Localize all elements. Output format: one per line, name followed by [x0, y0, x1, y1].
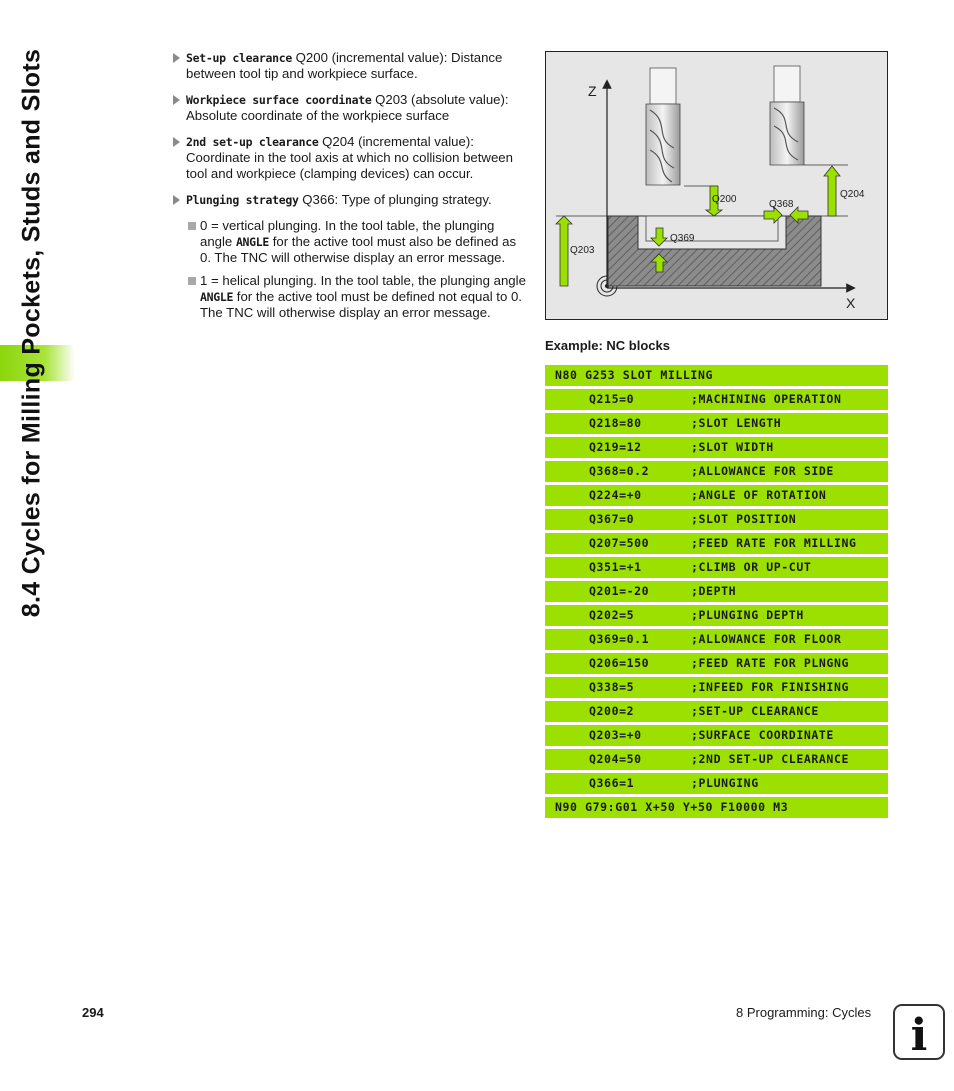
example-title: Example: NC blocks: [545, 338, 670, 353]
nc-row-first: N80 G253 SLOT MILLING: [545, 365, 888, 386]
info-glyph: [895, 1006, 943, 1058]
nc-row: Q218=80 ;SLOT LENGTH: [545, 413, 888, 434]
axis-x-label: X: [846, 295, 856, 311]
nc-block-list: [545, 365, 888, 821]
slot-milling-figure: [545, 51, 888, 320]
figure-drawing: [546, 52, 887, 319]
nc-row: Q204=50 ;2ND SET-UP CLEARANCE: [545, 749, 888, 770]
triangle-bullet-icon: [173, 53, 180, 63]
label-q204: Q204: [840, 189, 865, 200]
sub-bullet-helical: 1 = helical plunging. In the tool table, the plunging angle ANGLE for the active tool must be defined not equal to 0. The TNC will otherwise display an error message.: [173, 273, 528, 321]
nc-row: Q224=+0 ;ANGLE OF ROTATION: [545, 485, 888, 506]
nc-row: Q367=0 ;SLOT POSITION: [545, 509, 888, 530]
label-q369: Q369: [670, 233, 695, 244]
milling-tool-icon: [646, 68, 680, 185]
bullet-2nd-setup-clearance: 2nd set-up clearance Q204 (incremental value): Coordinate in the tool axis at which no collision between tool and workpiece (clamping devices) can occur.: [173, 134, 528, 182]
bullet-workpiece-surface: Workpiece surface coordinate Q203 (absolute value): Absolute coordinate of the workpiece surface: [173, 92, 528, 124]
nc-row: Q369=0.1 ;ALLOWANCE FOR FLOOR: [545, 629, 888, 650]
nc-row: Q202=5 ;PLUNGING DEPTH: [545, 605, 888, 626]
nc-row: Q366=1 ;PLUNGING: [545, 773, 888, 794]
triangle-bullet-icon: [173, 195, 180, 205]
triangle-bullet-icon: [173, 95, 180, 105]
footer-chapter: 8 Programming: Cycles: [736, 1005, 872, 1020]
nc-row: Q215=0 ;MACHINING OPERATION: [545, 389, 888, 410]
svg-text:i: i: [910, 1010, 928, 1058]
nc-row: Q338=5 ;INFEED FOR FINISHING: [545, 677, 888, 698]
nc-row: Q201=-20 ;DEPTH: [545, 581, 888, 602]
nc-row: Q207=500 ;FEED RATE FOR MILLING: [545, 533, 888, 554]
info-icon[interactable]: [893, 1004, 945, 1060]
nc-row: Q368=0.2 ;ALLOWANCE FOR SIDE: [545, 461, 888, 482]
axis-z-label: Z: [588, 83, 597, 99]
parameter-list: [173, 50, 528, 328]
q204-arrow-icon: [824, 166, 840, 216]
nc-row: Q203=+0 ;SURFACE COORDINATE: [545, 725, 888, 746]
milling-tool-icon: [770, 66, 804, 165]
nc-row: Q200=2 ;SET-UP CLEARANCE: [545, 701, 888, 722]
square-bullet-icon: [188, 277, 196, 285]
page-number: 294: [82, 1005, 104, 1020]
bullet-setup-clearance: Set-up clearance Q200 (incremental value): Distance between tool tip and workpiece surface.: [173, 50, 528, 82]
triangle-bullet-icon: [173, 137, 180, 147]
label-q368: Q368: [769, 199, 794, 210]
sub-bullet-vertical: 0 = vertical plunging. In the tool table, the plunging angle ANGLE for the active tool must also be defined as 0. The TNC will otherwise display an error message.: [173, 218, 528, 266]
chapter-title: 8.4 Cycles for Milling Pockets, Studs and Slots: [17, 48, 46, 617]
nc-row: Q219=12 ;SLOT WIDTH: [545, 437, 888, 458]
label-q200: Q200: [712, 194, 737, 205]
nc-row: Q351=+1 ;CLIMB OR UP-CUT: [545, 557, 888, 578]
nc-row: Q206=150 ;FEED RATE FOR PLNGNG: [545, 653, 888, 674]
label-q203: Q203: [570, 245, 595, 256]
bullet-plunging-strategy: Plunging strategy Q366: Type of plunging strategy.: [173, 192, 528, 208]
nc-row-last: N90 G79:G01 X+50 Y+50 F10000 M3: [545, 797, 888, 818]
square-bullet-icon: [188, 222, 196, 230]
